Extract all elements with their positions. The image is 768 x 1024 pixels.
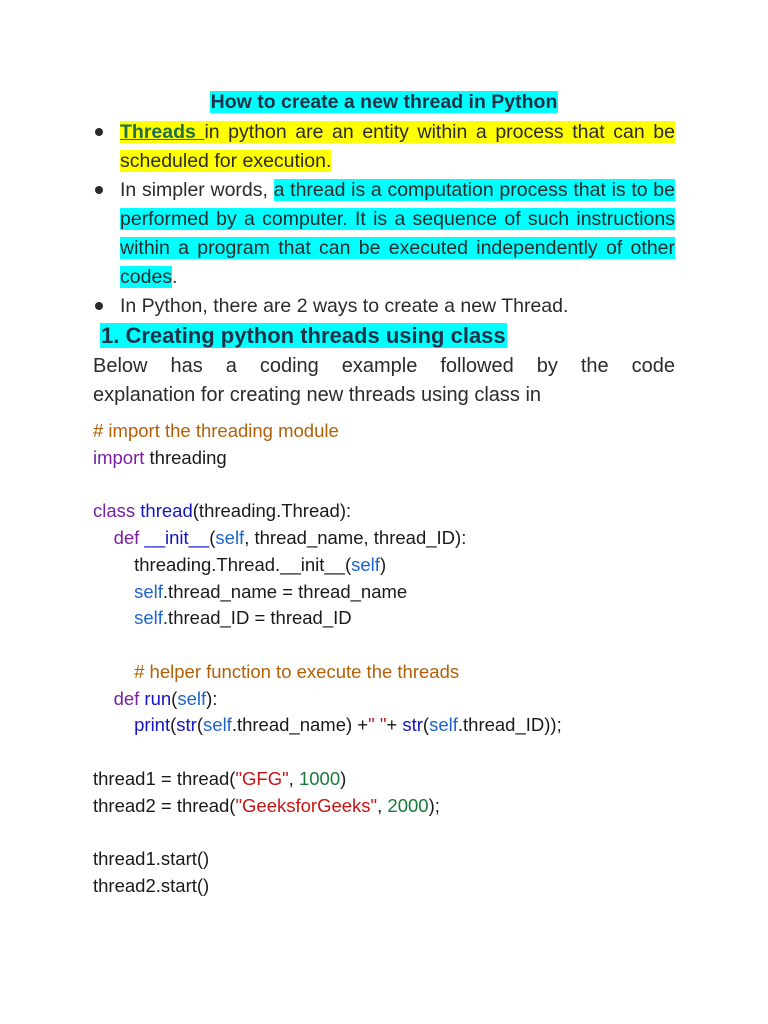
section-heading — [100, 320, 507, 352]
code-line: # import the threading module — [93, 420, 339, 441]
code-line: thread1 = thread("GFG", 1000) — [93, 767, 347, 789]
code-line: def __init__(self, thread_name, thread_ID): — [113, 527, 467, 548]
code-line: def run(self): — [113, 687, 218, 709]
bullet-item — [93, 292, 675, 321]
bullet-item — [93, 118, 675, 176]
code-line: self.thread_ID = thread_ID — [134, 607, 352, 629]
bullet-dot-icon — [95, 186, 103, 194]
code-line: class thread(threading.Thread): — [93, 500, 352, 522]
code-line: self.thread_name = thread_name — [134, 580, 408, 602]
code-line: thread2 = thread("GeeksforGeeks", 2000); — [93, 794, 440, 816]
code-line — [93, 472, 733, 499]
intro-paragraph — [93, 352, 675, 410]
bullet-text: in python are an entity within a process that can be scheduled for execution. — [120, 121, 675, 172]
code-line — [93, 632, 733, 659]
code-block — [93, 418, 733, 900]
document-title — [0, 89, 768, 115]
code-line: thread2.start() — [93, 874, 210, 896]
intro-line: explanation for creating new threads using class in — [93, 384, 542, 406]
section-heading-text: 1. Creating python threads using class — [101, 323, 506, 348]
code-line: thread1.start() — [93, 848, 210, 869]
document-title-text: How to create a new thread in Python — [210, 91, 558, 113]
bullet-highlight — [120, 121, 675, 172]
bullet-dot-icon — [95, 302, 103, 310]
bullet-item — [93, 176, 675, 292]
code-line — [93, 819, 733, 846]
bullet-text: In Python, there are 2 ways to create a new Thread. — [120, 295, 569, 317]
code-line: # helper function to execute the threads — [134, 660, 460, 682]
bullet-highlight: a thread is a computation process that is to be performed by a computer. It is a sequence of such instructions within a program that can be executed independently of other codes — [120, 179, 675, 288]
code-line: threading.Thread.__init__(self) — [134, 553, 387, 575]
code-line: import threading — [93, 446, 227, 468]
bullet-list — [93, 118, 675, 321]
bullet-text: In simpler words, — [120, 179, 274, 201]
code-line: print(str(self.thread_name) +" "+ str(self.thread_ID)); — [134, 714, 562, 736]
code-line — [93, 739, 733, 766]
intro-line: Below has a coding example followed by the code — [93, 355, 675, 377]
bullet-dot-icon — [95, 128, 103, 136]
bullet-text: . — [172, 266, 178, 288]
threads-link[interactable]: Threads — [120, 121, 205, 143]
